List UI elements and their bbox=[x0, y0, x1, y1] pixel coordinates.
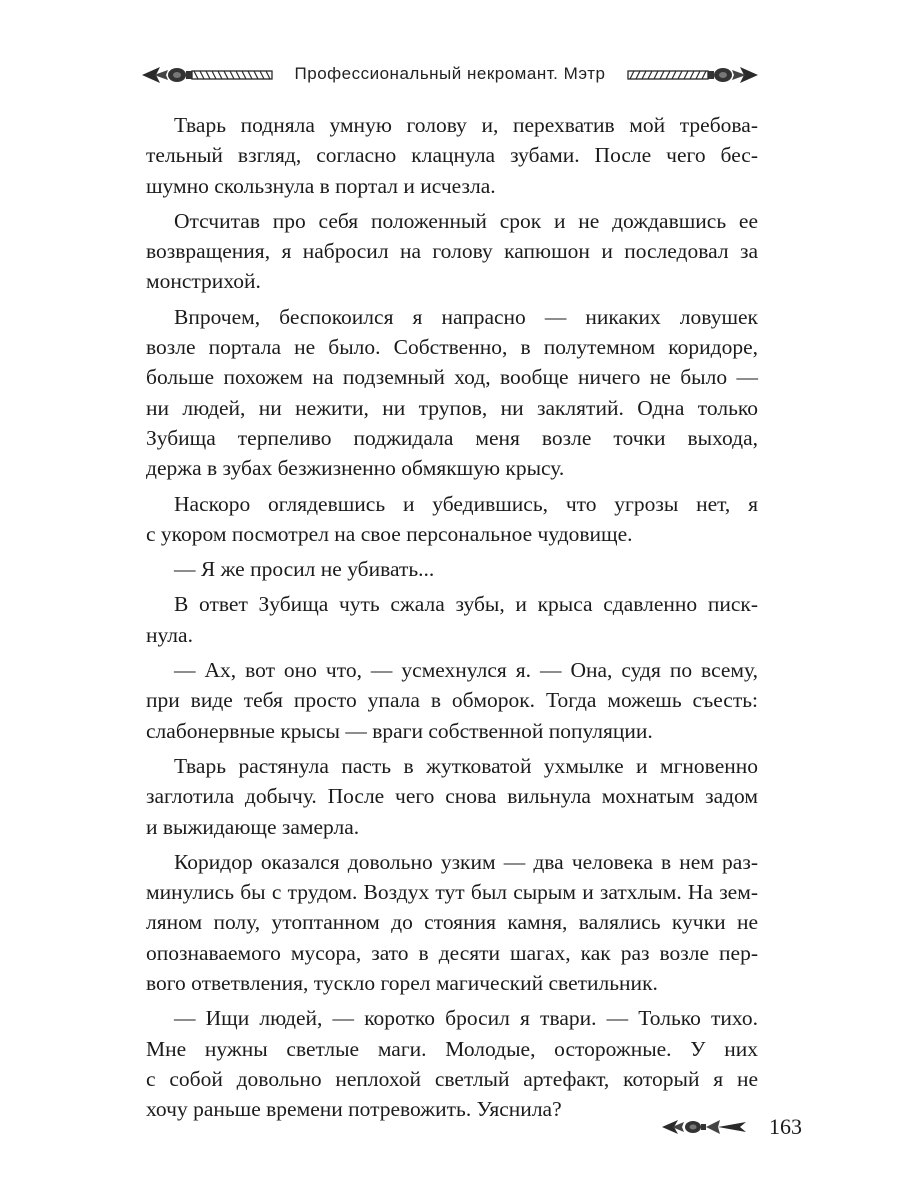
text-line: возле портала не было. Собственно, в полутемном коридоре, bbox=[146, 335, 758, 360]
text-line: с собой довольно неплохой светлый артефакт, который я не bbox=[146, 1066, 758, 1091]
paragraph bbox=[146, 206, 758, 297]
paragraph bbox=[146, 110, 758, 201]
text-line: — Я же просил не убивать... bbox=[174, 557, 435, 582]
text-line: Впрочем, беспокоился я напрасно — никаких ловушек bbox=[174, 304, 758, 329]
text-line: — Ах, вот оно что, — усмехнулся я. — Она, судя по всему, bbox=[174, 658, 758, 683]
spear-ornament-right-icon bbox=[625, 58, 760, 92]
text-line: и выжидающе замерла. bbox=[146, 814, 360, 839]
paragraph bbox=[146, 589, 758, 650]
text-line: монстрихой. bbox=[146, 269, 261, 294]
text-line: тельный взгляд, согласно клацнула зубами. После чего бес- bbox=[146, 143, 758, 168]
paragraph bbox=[146, 489, 758, 550]
page-number: 163 bbox=[769, 1114, 802, 1139]
paragraph bbox=[146, 302, 758, 484]
text-line: возвращения, я набросил на голову капюшон и последовал за bbox=[146, 239, 758, 264]
text-line: хочу раньше времени потревожить. Уяснила? bbox=[146, 1097, 562, 1122]
text-line: Отсчитав про себя положенный срок и не дождавшись ее bbox=[174, 208, 758, 233]
body-text bbox=[146, 110, 758, 1130]
text-line: вого ответвления, тускло горел магический светильник. bbox=[146, 971, 658, 996]
text-line: шумно скользнула в портал и исчезла. bbox=[146, 173, 496, 198]
paragraph bbox=[146, 554, 758, 584]
text-line: Наскоро оглядевшись и убедившись, что угрозы нет, я bbox=[174, 491, 758, 516]
paragraph bbox=[146, 655, 758, 746]
text-line: держа в зубах безжизненно обмякшую крысу. bbox=[146, 456, 565, 481]
text-line: заглотила добычу. После чего снова вильнула мохнатым задом bbox=[146, 784, 758, 809]
paragraph bbox=[146, 847, 758, 998]
text-line: больше похожем на подземный ход, вообще ничего не было — bbox=[146, 365, 758, 390]
text-line: Тварь растянула пасть в жутковатой ухмылке и мгновенно bbox=[174, 753, 758, 778]
text-line: слабонервные крысы — враги собственной популяции. bbox=[146, 718, 653, 743]
text-line: опознаваемого мусора, зато в десяти шагах, как раз возле пер- bbox=[146, 940, 758, 965]
text-line: ни людей, ни нежити, ни трупов, ни заклятий. Одна только bbox=[146, 395, 758, 420]
paragraph bbox=[146, 1003, 758, 1124]
text-line: нула. bbox=[146, 622, 193, 647]
text-line: Тварь подняла умную голову и, перехватив мой требова- bbox=[174, 113, 758, 137]
text-line: — Ищи людей, — коротко бросил я твари. — Только тихо. bbox=[174, 1006, 758, 1031]
text-line: В ответ Зубища чуть сжала зубы, и крыса сдавленно писк- bbox=[174, 592, 758, 617]
text-line: ляном полу, утоптанном до стояния камня, валялись кучки не bbox=[146, 910, 758, 935]
text-line: Зубища терпеливо поджидала меня возле точки выхода, bbox=[146, 425, 758, 450]
running-header bbox=[140, 58, 760, 92]
text-line: минулись бы с трудом. Воздух тут был сырым и затхлым. На зем- bbox=[146, 880, 758, 905]
page-footer bbox=[602, 1108, 802, 1148]
text-line: Коридор оказался довольно узким — два человека в нем раз- bbox=[174, 849, 758, 874]
text-line: при виде тебя просто упала в обморок. Тогда можешь съесть: bbox=[146, 688, 758, 713]
text-line: с укором посмотрел на свое персональное чудовище. bbox=[146, 521, 633, 546]
spear-ornament-footer-icon bbox=[660, 1112, 750, 1142]
text-line: Мне нужны светлые маги. Молодые, осторожные. У них bbox=[146, 1036, 758, 1061]
paragraph bbox=[146, 751, 758, 842]
header-title: Профессиональный некромант. Мэтр bbox=[294, 64, 606, 83]
